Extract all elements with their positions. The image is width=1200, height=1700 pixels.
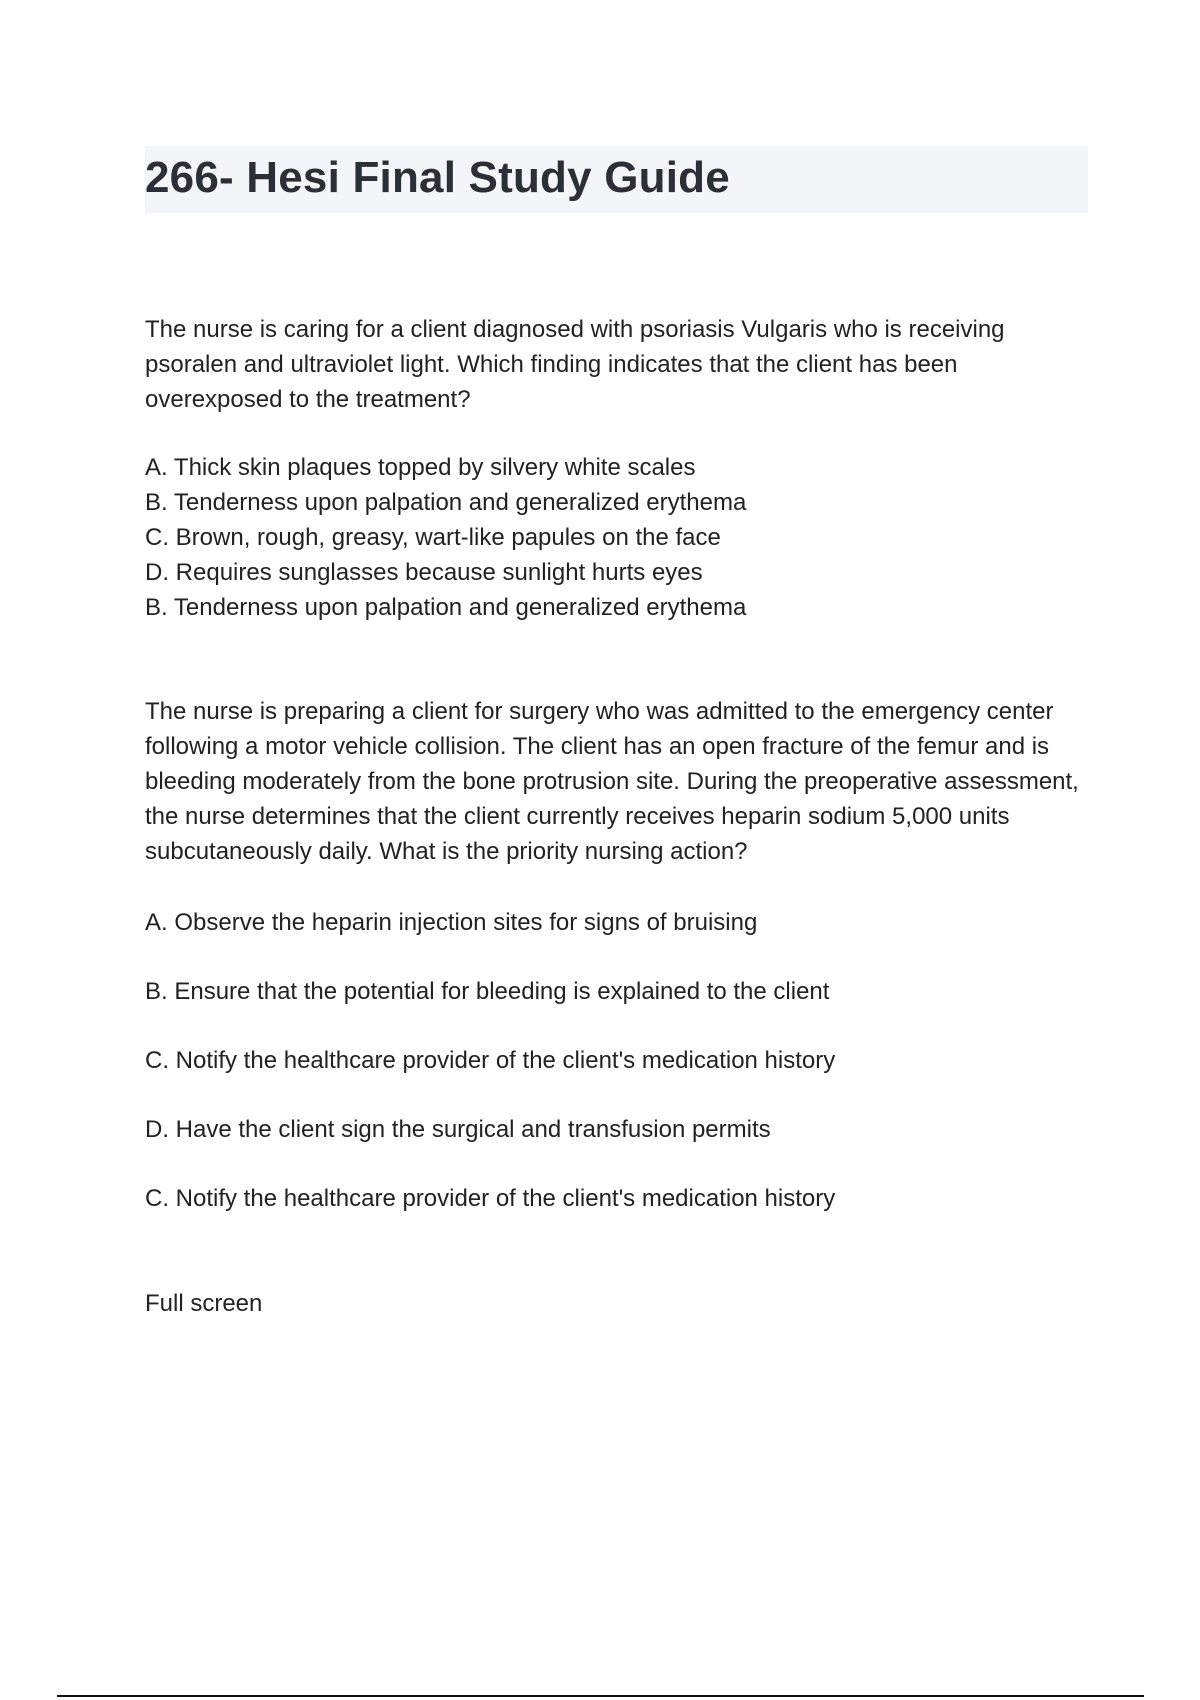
option-a: A. Thick skin plaques topped by silvery white scales [145,454,696,481]
title-bar [145,146,1088,213]
answer-options [145,905,1090,1216]
document-body [145,312,1090,1321]
question-stem: The nurse is caring for a client diagnosed with psoriasis Vulgaris who is receiving psoralen and ultraviolet light. Which finding indicates that the client has been overexposed to the treatment? [145,316,1005,413]
bottom-divider [57,1695,1144,1697]
option-c: C. Notify the healthcare provider of the client's medication history [145,1047,836,1074]
option-c: C. Brown, rough, greasy, wart-like papules on the face [145,524,721,551]
question-stem: The nurse is preparing a client for surgery who was admitted to the emergency center following a motor vehicle collision. The client has an open fracture of the femur and is bleeding moderately from the bone protrusion site. During the preoperative assessment, the nurse determines that the client currently receives heparin sodium 5,000 units subcutaneously daily. What is the priority nursing action? [145,698,1079,865]
option-b: B. Ensure that the potential for bleeding is explained to the client [145,978,830,1005]
option-d: D. Have the client sign the surgical and transfusion permits [145,1116,771,1143]
page-title: 266- Hesi Final Study Guide [145,153,730,202]
option-a: A. Observe the heparin injection sites for signs of bruising [145,909,758,936]
correct-answer: B. Tenderness upon palpation and generalized erythema [145,594,747,621]
correct-answer: C. Notify the healthcare provider of the client's medication history [145,1185,836,1212]
option-d: D. Requires sunglasses because sunlight hurts eyes [145,559,703,586]
option-b: B. Tenderness upon palpation and generalized erythema [145,489,747,516]
question-2 [145,694,1090,1216]
answer-options [145,450,1090,625]
question-1 [145,312,1090,625]
full-screen-link[interactable]: Full screen [145,1290,263,1317]
